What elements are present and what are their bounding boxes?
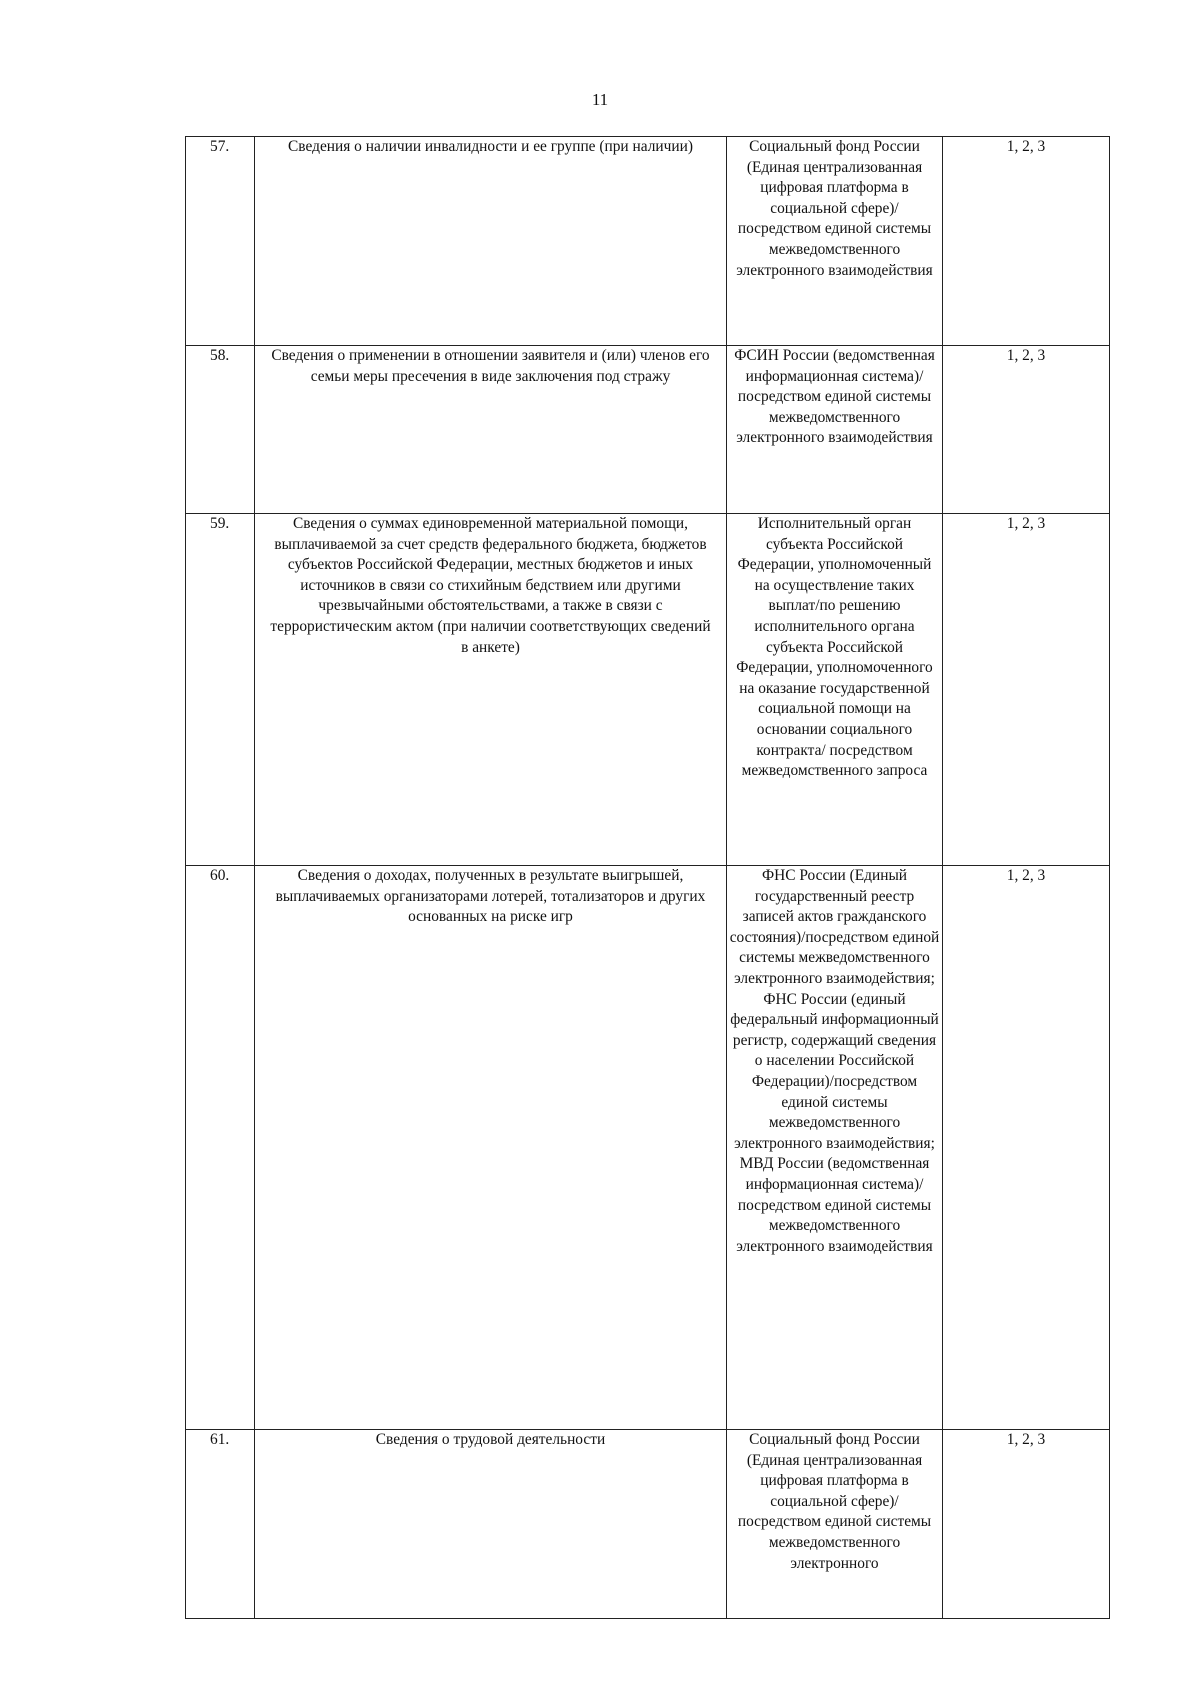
data-sources-table: [185, 136, 1110, 1619]
row-source: Социальный фонд России (Единая централизованная цифровая платформа в социальной сфере)/ посредством единой системы межведомственного электронного: [727, 1430, 943, 1619]
table-row: [186, 1430, 1110, 1619]
row-description: Сведения о доходах, полученных в результате выигрышей, выплачиваемых организаторами лотерей, тотализаторов и других основанных на риске игр: [255, 866, 727, 1430]
row-stages: 1, 2, 3: [943, 1430, 1110, 1619]
row-description: Сведения о трудовой деятельности: [255, 1430, 727, 1619]
table-row: [186, 137, 1110, 346]
row-source: ФСИН России (ведомственная информационная система)/ посредством единой системы межведомственного электронного взаимодействия: [727, 346, 943, 514]
row-number: 57.: [186, 137, 255, 346]
row-stages: 1, 2, 3: [943, 137, 1110, 346]
table-row: [186, 866, 1110, 1430]
row-description: Сведения о суммах единовременной материальной помощи, выплачиваемой за счет средств федерального бюджета, бюджетов субъектов Российской Федерации, местных бюджетов и иных источников в связи со стихийным бедствием или другими чрезвычайными обстоятельствами, а также в связи с террористическим актом (при наличии соответствующих сведений в анкете): [255, 514, 727, 866]
page-number: 11: [591, 90, 609, 109]
row-stages: 1, 2, 3: [943, 514, 1110, 866]
row-stages: 1, 2, 3: [943, 866, 1110, 1430]
row-description: Сведения о применении в отношении заявителя и (или) членов его семьи меры пресечения в виде заключения под стражу: [255, 346, 727, 514]
row-number: 59.: [186, 514, 255, 866]
row-source: ФНС России (Единый государственный реестр записей актов гражданского состояния)/посредством единой системы межведомственного электронного взаимодействия; ФНС России (единый федеральный информационный регистр, содержащий сведения о населении Российской Федерации)/посредством единой системы межведомственного электронного взаимодействия; МВД России (ведомственная информационная система)/ посредством единой системы межведомственного электронного взаимодействия: [727, 866, 943, 1430]
table-row: [186, 346, 1110, 514]
row-source: Исполнительный орган субъекта Российской Федерации, уполномоченный на осуществление таких выплат/по решению исполнительного органа субъекта Российской Федерации, уполномоченного на оказание государственной социальной помощи на основании социального контракта/ посредством межведомственного запроса: [727, 514, 943, 866]
row-description: Сведения о наличии инвалидности и ее группе (при наличии): [255, 137, 727, 346]
row-stages: 1, 2, 3: [943, 346, 1110, 514]
row-number: 60.: [186, 866, 255, 1430]
row-number: 61.: [186, 1430, 255, 1619]
row-number: 58.: [186, 346, 255, 514]
table-row: [186, 514, 1110, 866]
row-source: Социальный фонд России (Единая централизованная цифровая платформа в социальной сфере)/ посредством единой системы межведомственного электронного взаимодействия: [727, 137, 943, 346]
